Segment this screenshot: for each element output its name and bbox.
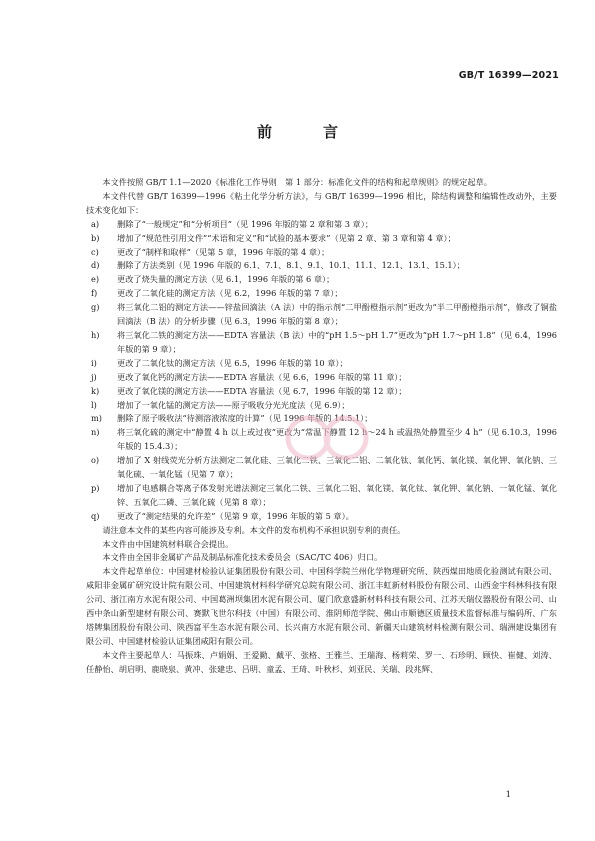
list-item-text: 将三氧化二铁的测定方法——EDTA 容量法（B 法）中的“pH 1.5～pH 1.7”更改为“pH 1.7～pH 1.8”（见 6.4，1996 年版的第 9 章）； <box>117 329 557 354</box>
list-item-text: 增加了“规范性引用文件”“术语和定义”和“试验的基本要求”（见第 2 章、第 3 章和第 4 章）； <box>117 232 456 243</box>
list-item <box>86 287 557 301</box>
list-marker: q) <box>91 510 100 521</box>
list-item-text: 增加了 X 射线荧光分析方法测定二氧化硅、三氧化二铁、三氧化二铝、二氧化钛、氧化钙、氧化镁、氧化钾、氧化钠、三氧化硫、一氧化锰（见第 7 章）； <box>117 455 557 480</box>
page-number: 1 <box>505 790 511 800</box>
list-marker: f) <box>91 288 98 299</box>
list-item <box>86 385 557 399</box>
list-item <box>86 301 557 329</box>
list-item <box>86 218 557 232</box>
list-item <box>86 399 557 413</box>
standard-code: GB/T 16399—2021 <box>458 70 559 81</box>
list-item-text: 更改了二氧化钛的测定方法（见 6.5，1996 年版的第 10 章）； <box>117 357 348 368</box>
list-marker: g) <box>91 302 100 313</box>
drafters: 本文件主要起草人：马振珠、卢娟娟、王爱勤、戴平、张格、王雅兰、王瑞海、杨莉荣、罗一、石珍明、顾快、崔健、刘涛、任静怡、胡启明、鹿晓泉、黄冲、张建忠、吕明、童孟、王琦、叶秋杉、刘亚民、关瑞、段兆辉、 <box>86 649 557 674</box>
list-item <box>86 273 557 287</box>
intro-paragraph: 本文件代替 GB/T 16399—1996《粘土化学分析方法》，与 GB/T 16399—1996 相比，除结构调整和编辑性改动外，主要技术变化如下： <box>86 190 557 215</box>
intro-paragraph: 本文件按照 GB/T 1.1—2020《标准化工作导则 第 1 部分：标准化文件的结构和起草规则》的规定起草。 <box>102 177 492 187</box>
list-item-text: 更改了二氧化硅的测定方法（见 6.2，1996 年版的第 7 章）； <box>117 288 343 299</box>
list-item <box>86 426 557 454</box>
list-marker: p) <box>91 482 100 493</box>
list-marker: a) <box>91 218 100 229</box>
list-marker: l) <box>91 399 97 410</box>
list-item <box>86 357 557 371</box>
list-marker: m) <box>91 413 102 424</box>
list-marker: b) <box>91 232 100 243</box>
list-item <box>86 482 557 510</box>
list-item-text: 增加了一氧化锰的测定方法——原子吸收分光光度法（见 6.9）； <box>117 399 350 410</box>
list-item-text: 更改了氧化钙的测定方法——EDTA 容量法（见 6.6，1996 年版的第 11 章）； <box>117 371 407 382</box>
proposer-statement: 本文件由中国建筑材料联合会提出。 <box>102 538 234 549</box>
list-marker: k) <box>91 385 100 396</box>
list-item-text: 更改了“测定结果的允许差”（见第 9 章，1996 年版的第 5 章）。 <box>117 510 354 521</box>
list-item-text: 将三氧化硫的测定中“静置 4 h 以上或过夜”更改为“常温下静置 12 h～24 h 或温热处静置至少 4 h”（见 6.10.3，1996 年版的 15.4.3）； <box>117 427 557 452</box>
list-item <box>86 371 557 385</box>
list-item <box>86 329 557 357</box>
list-item-text: 更改了“制样和取样”（见第 5 章，1996 年版的第 4 章）； <box>117 246 330 257</box>
list-item <box>86 412 557 426</box>
list-item-text: 更改了氧化镁的测定方法——EDTA 容量法（见 6.7，1996 年版的第 12 章）； <box>117 385 407 396</box>
page-title: 前 言 <box>256 123 356 141</box>
list-marker: e) <box>91 274 100 285</box>
technical-changes-list <box>86 218 557 524</box>
list-item-text: 删除了“一般规定”和“分析项目”（见 1996 年版的第 2 章和第 3 章）； <box>117 218 374 229</box>
committee-statement: 本文件由全国非金属矿产品及制品标准化技术委员会（SAC/TC 406）归口。 <box>102 552 383 563</box>
list-item-text: 删除了原子吸收法“待测溶液浓度的计算”（见 1996 年版的 14.5.1）； <box>117 413 373 424</box>
list-marker: j) <box>91 371 97 382</box>
list-item <box>86 454 557 482</box>
list-marker: h) <box>91 329 100 340</box>
list-item-text: 将三氧化二铝的测定方法——锌盐回滴法（A 法）中的指示剂“二甲酚橙指示剂”更改为“半二甲酚橙指示剂”，修改了铜盐回滴法（B 法）的分析步骤（见 6.3，1996 年版的第 8 章）； <box>117 302 557 327</box>
list-item <box>86 259 557 273</box>
list-item-text: 删除了方法类别（见 1996 年版的 6.1、7.1、8.1、9.1、10.1、11.1、12.1、13.1、15.1）； <box>117 260 465 271</box>
drafting-organizations: 本文件起草单位：中国建材检验认证集团股份有限公司、中国科学院兰州化学物理研究所、陕西煤田地质化验测试有限公司、咸阳非金属矿研究设计院有限公司、中国建筑材料科学研究总院有限公司、浙江丰虹新材料股份有限公司、山西金宇科林科技有限公司、浙江南方水泥有限公司、中国葛洲坝集团水泥有限公司、厦门欣意盛新材料科技有限公司、江苏天瑞仪器股份有限公司、山西中条山新型建材有限公司、赛默飞世尔科技（中国）有限公司、淮阴师范学院、佛山市顺德区质量技术监督标准与编码所、广东塔牌集团股份有限公司、陕西富平生态水泥有限公司、长兴南方水泥有限公司、新疆天山建筑材料检测有限公司、瑞洲建设集团有限公司、中国建材检验认证集团咸阳有限公司。 <box>86 566 557 646</box>
list-marker: c) <box>91 246 99 257</box>
foreword-body <box>86 176 557 677</box>
list-item <box>86 232 557 246</box>
list-item-text: 更改了烧失量的测定方法（见 6.1，1996 年版的第 6 章）； <box>117 274 335 285</box>
list-item <box>86 510 557 524</box>
list-marker: d) <box>91 260 100 271</box>
list-marker: o) <box>91 455 100 466</box>
list-marker: n) <box>91 427 100 438</box>
list-marker: i) <box>91 357 97 368</box>
list-item-text: 增加了电感耦合等离子体发射光谱法测定三氧化二铁、三氧化二铝、氧化镁、氧化钛、氧化钾、氧化钠、一氧化锰、氧化锌、五氧化二磷、三氧化硫（见第 8 章）； <box>117 482 557 507</box>
list-item <box>86 246 557 260</box>
patent-notice: 请注意本文件的某些内容可能涉及专利。本文件的发布机构不承担识别专利的责任。 <box>102 524 406 535</box>
